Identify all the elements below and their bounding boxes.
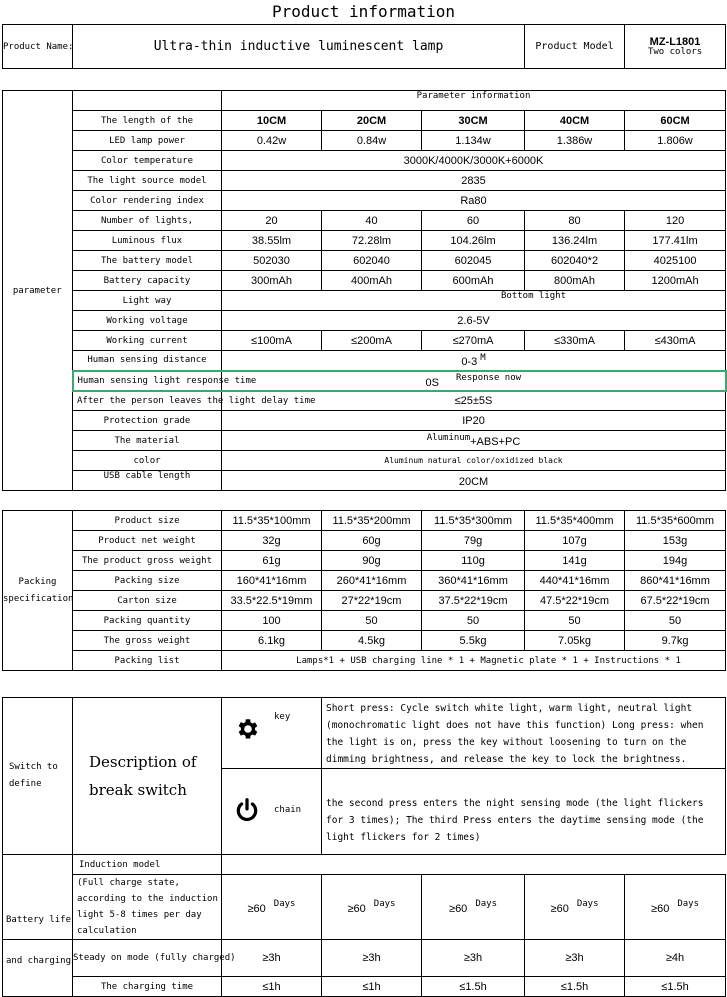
label-charging: The charging time — [73, 977, 222, 997]
battery-section-label-a: Battery life — [3, 855, 73, 940]
product-model-note: Two colors — [647, 47, 703, 57]
cell: 9.7kg — [625, 631, 726, 651]
product-name: Ultra-thin inductive luminescent lamp — [73, 25, 525, 69]
cell: 100 — [222, 611, 322, 631]
row-cri — [3, 191, 726, 211]
cell: 141g — [525, 551, 625, 571]
material-value-b: +ABS+PC — [470, 435, 521, 448]
cell: 600mAh — [422, 271, 525, 291]
days-unit: Days — [677, 899, 700, 909]
cell: 194g — [625, 551, 726, 571]
row-response-time — [3, 371, 726, 391]
cell — [222, 875, 322, 940]
row-power — [3, 131, 726, 151]
cell: 6.1kg — [222, 631, 322, 651]
cell: 11.5*35*400mm — [525, 511, 625, 531]
row-current — [3, 331, 726, 351]
cell: 104.26lm — [422, 231, 525, 251]
cell — [222, 371, 726, 391]
cell: ≤100mA — [222, 331, 322, 351]
parameter-header-row — [3, 91, 726, 111]
cell: 1.806w — [625, 131, 726, 151]
page-title: Product information — [271, 2, 456, 21]
cell: 0.42w — [222, 131, 322, 151]
label-length: The length of the — [73, 111, 222, 131]
cell — [625, 875, 726, 940]
key-icon-cell — [222, 698, 322, 769]
cell: 1200mAh — [625, 271, 726, 291]
spacer-row — [3, 69, 726, 91]
label-light-way: Light way — [73, 291, 222, 311]
label-usb-length: USB cable length — [73, 471, 222, 491]
cell: 160*41*16mm — [222, 571, 322, 591]
cell: 7.05kg — [525, 631, 625, 651]
cell — [422, 875, 525, 940]
cell: 79g — [422, 531, 525, 551]
product-name-label: Product Name: — [3, 25, 73, 69]
cell: 300mAh — [222, 271, 322, 291]
packing-section-label: Packing specification — [3, 511, 73, 671]
cell: ≤1.5h — [525, 977, 625, 997]
row-material — [3, 431, 726, 451]
cell: 360*41*16mm — [422, 571, 525, 591]
cell: 10CM — [222, 111, 322, 131]
label-battery-capacity: Battery capacity — [73, 271, 222, 291]
label-cri: Color rendering index — [73, 191, 222, 211]
cell: 60 — [422, 211, 525, 231]
label-current: Working current — [73, 331, 222, 351]
chain-label: chain — [274, 805, 302, 815]
label-steady: Steady on mode (fully charged) — [73, 940, 222, 977]
cell: 60CM — [625, 111, 726, 131]
cell: 0.84w — [322, 131, 422, 151]
days-value: ≥60 — [247, 903, 266, 915]
cell: 4.5kg — [322, 631, 422, 651]
row-battery-model — [3, 251, 726, 271]
product-model: MZ-L1801 — [649, 36, 701, 48]
label-source-model: The light source model — [73, 171, 222, 191]
response-time-value: 0S — [425, 376, 439, 389]
label-gross-weight: The product gross weight — [73, 551, 222, 571]
cell: ≥3h — [525, 940, 625, 977]
row-packing-qty — [3, 611, 726, 631]
material-value-a: Aluminum — [426, 432, 471, 443]
row-protection — [3, 411, 726, 431]
cell — [222, 431, 726, 451]
row-battery-capacity — [3, 271, 726, 291]
row-net-weight — [3, 531, 726, 551]
cell: 37.5*22*19cm — [422, 591, 525, 611]
cell: 2.6-5V — [222, 311, 726, 331]
label-color: color — [73, 451, 222, 471]
row-full-charge — [3, 875, 726, 940]
cell: IP20 — [222, 411, 726, 431]
cell: 260*41*16mm — [322, 571, 422, 591]
cell: 120 — [625, 211, 726, 231]
cell: 11.5*35*300mm — [422, 511, 525, 531]
cell: Bottom light — [222, 291, 726, 311]
row-gross-weight — [3, 551, 726, 571]
cell: 32g — [222, 531, 322, 551]
cell: 2835 — [222, 171, 726, 191]
cell: 27*22*19cm — [322, 591, 422, 611]
label-product-size: Product size — [73, 511, 222, 531]
cell: 20 — [222, 211, 322, 231]
label-carton-gross: The gross weight — [73, 631, 222, 651]
cell: ≥4h — [625, 940, 726, 977]
cell: 80 — [525, 211, 625, 231]
key-label: key — [274, 712, 291, 722]
spec-table — [2, 24, 727, 997]
label-packing-size: Packing size — [73, 571, 222, 591]
row-carton-gross — [3, 631, 726, 651]
cell: 107g — [525, 531, 625, 551]
label-num-lights: Number of lights, — [73, 211, 222, 231]
cell: 38.55lm — [222, 231, 322, 251]
cell: ≤1h — [222, 977, 322, 997]
label-delay-time: After the person leaves the light delay time — [73, 391, 222, 411]
days-unit: Days — [475, 899, 497, 909]
days-value: ≥60 — [651, 903, 670, 915]
key-description: Short press: Cycle switch white light, warm light, neutral light (monochromatic light does not have this function) Long press: when the light is on, press the key without loosening to turn on the dimming brightness, and release the key to lock the brightness. — [322, 698, 726, 769]
row-color — [3, 451, 726, 471]
cell: ≤1.5h — [625, 977, 726, 997]
row-num-lights — [3, 211, 726, 231]
days-unit: Days — [576, 899, 599, 909]
days-unit: Days — [273, 899, 296, 909]
cell: 602045 — [422, 251, 525, 271]
cell: 50 — [525, 611, 625, 631]
row-flux — [3, 231, 726, 251]
cell: 33.5*22.5*19mm — [222, 591, 322, 611]
row-steady — [3, 940, 726, 977]
label-voltage: Working voltage — [73, 311, 222, 331]
sensing-distance-unit: M — [480, 352, 486, 363]
days-value: ≥60 — [449, 903, 468, 915]
gear-icon — [234, 716, 260, 742]
induction-header: Induction model — [73, 855, 222, 875]
cell: 47.5*22*19cm — [525, 591, 625, 611]
row-charging — [3, 977, 726, 997]
row-packing-list — [3, 651, 726, 671]
sensing-distance-value: 0-3 — [461, 355, 478, 368]
row-color-temp — [3, 151, 726, 171]
product-model-cell — [625, 25, 726, 69]
label-net-weight: Product net weight — [73, 531, 222, 551]
row-delay-time — [3, 391, 726, 411]
row-usb-length — [3, 471, 726, 491]
cell: ≤25±5S — [222, 391, 726, 411]
cell: 1.134w — [422, 131, 525, 151]
cell: 400mAh — [322, 271, 422, 291]
row-switch-key — [3, 698, 726, 769]
cell: Aluminum natural color/oxidized black — [222, 451, 726, 471]
row-product-size — [3, 511, 726, 531]
response-time-note: Response now — [456, 372, 522, 383]
cell: 800mAh — [525, 271, 625, 291]
cell: 110g — [422, 551, 525, 571]
cell: Lamps*1 + USB charging line * 1 + Magnetic plate * 1 + Instructions * 1 — [222, 651, 726, 671]
label-packing-qty: Packing quantity — [73, 611, 222, 631]
cell: 5.5kg — [422, 631, 525, 651]
cell: 4025100 — [625, 251, 726, 271]
cell: 602040 — [322, 251, 422, 271]
cell: 60g — [322, 531, 422, 551]
parameter-header: Parameter information — [222, 91, 726, 111]
label-packing-list: Packing list — [73, 651, 222, 671]
cell: ≥3h — [422, 940, 525, 977]
cell: ≥3h — [322, 940, 422, 977]
row-length — [3, 111, 726, 131]
label-full-charge: (Full charge state, according to the induction light 5-8 times per day calculation — [73, 875, 222, 940]
cell: 153g — [625, 531, 726, 551]
cell: 20CM — [222, 471, 726, 491]
row-source-model — [3, 171, 726, 191]
spacer-row — [3, 491, 726, 511]
cell: Ra80 — [222, 191, 726, 211]
cell: 50 — [322, 611, 422, 631]
cell: 440*41*16mm — [525, 571, 625, 591]
spacer-row — [3, 671, 726, 698]
switch-description: Description of break switch — [73, 698, 222, 855]
cell: 860*41*16mm — [625, 571, 726, 591]
cell: ≥3h — [222, 940, 322, 977]
cell: 177.41lm — [625, 231, 726, 251]
cell: 50 — [422, 611, 525, 631]
cell: ≤430mA — [625, 331, 726, 351]
cell: 67.5*22*19cm — [625, 591, 726, 611]
chain-icon-cell — [222, 769, 322, 855]
label-material: The material — [73, 431, 222, 451]
cell: 602040*2 — [525, 251, 625, 271]
days-value: ≥60 — [550, 903, 569, 915]
cell: ≤1.5h — [422, 977, 525, 997]
days-unit: Days — [373, 899, 396, 909]
cell: 40 — [322, 211, 422, 231]
spec-sheet — [2, 24, 725, 997]
row-light-way — [3, 291, 726, 311]
label-color-temp: Color temperature — [73, 151, 222, 171]
cell: 11.5*35*600mm — [625, 511, 726, 531]
label-sensing-distance: Human sensing distance — [73, 351, 222, 371]
cell: 30CM — [422, 111, 525, 131]
cell: 90g — [322, 551, 422, 571]
battery-section-label-b: and charging — [3, 940, 73, 997]
cell: ≤200mA — [322, 331, 422, 351]
label-battery-model: The battery model — [73, 251, 222, 271]
cell: 502030 — [222, 251, 322, 271]
label-power: LED lamp power — [73, 131, 222, 151]
row-carton-size — [3, 591, 726, 611]
label-protection: Protection grade — [73, 411, 222, 431]
cell: 136.24lm — [525, 231, 625, 251]
cell: ≤1h — [322, 977, 422, 997]
cell: 11.5*35*200mm — [322, 511, 422, 531]
row-voltage — [3, 311, 726, 331]
cell: ≤270mA — [422, 331, 525, 351]
cell: 50 — [625, 611, 726, 631]
label-carton-size: Carton size — [73, 591, 222, 611]
parameter-section-label: parameter — [3, 91, 73, 491]
row-induction-header — [3, 855, 726, 875]
product-row — [3, 25, 726, 69]
cell: 20CM — [322, 111, 422, 131]
switch-section-label: Switch to define — [3, 698, 73, 855]
row-packing-size — [3, 571, 726, 591]
cell: 11.5*35*100mm — [222, 511, 322, 531]
chain-description: the second press enters the night sensing mode (the light flickers for 3 times); The third Press enters the daytime sensing mode (the light flickers for 2 times) — [322, 769, 726, 855]
power-icon — [234, 797, 260, 823]
cell: 72.28lm — [322, 231, 422, 251]
label-flux: Luminous flux — [73, 231, 222, 251]
cell — [525, 875, 625, 940]
product-model-label: Product Model — [525, 25, 625, 69]
cell: 1.386w — [525, 131, 625, 151]
cell: 40CM — [525, 111, 625, 131]
cell: 3000K/4000K/3000K+6000K — [222, 151, 726, 171]
cell: 61g — [222, 551, 322, 571]
days-value: ≥60 — [347, 903, 366, 915]
cell — [322, 875, 422, 940]
cell — [222, 351, 726, 371]
cell: ≤330mA — [525, 331, 625, 351]
row-sensing-distance — [3, 351, 726, 371]
label-response-time: Human sensing light response time — [73, 371, 222, 391]
